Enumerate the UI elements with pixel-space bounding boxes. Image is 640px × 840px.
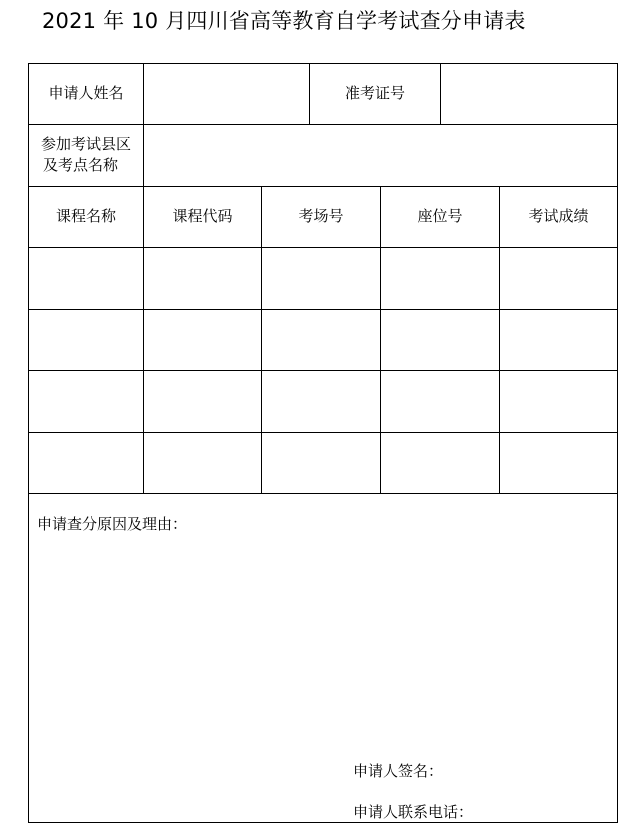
reason-field[interactable] <box>29 538 617 748</box>
table-row-1-course-name[interactable] <box>29 248 143 309</box>
table-row-2-seat-number[interactable] <box>381 310 499 370</box>
column-header-course-name: 课程名称 <box>55 207 116 225</box>
table-row-4-course-name[interactable] <box>29 433 143 493</box>
exam-county-label-line1: 参加考试县区 <box>40 135 131 153</box>
table-row-3-course-name[interactable] <box>29 371 143 432</box>
applicant-name-label: 申请人姓名 <box>48 84 124 102</box>
exam-county-label-line2: 及考点名称 <box>43 156 119 174</box>
row-divider <box>28 493 618 494</box>
table-row-4-exam-score[interactable] <box>500 433 617 493</box>
applicant-signature-label: 申请人签名： <box>353 762 444 780</box>
table-row-3-exam-room[interactable] <box>262 371 380 432</box>
applicant-name-field[interactable] <box>144 64 309 124</box>
table-row-3-course-code[interactable] <box>144 371 261 432</box>
table-row-1-course-code[interactable] <box>144 248 261 309</box>
table-row-3-exam-score[interactable] <box>500 371 617 432</box>
exam-number-field[interactable] <box>441 64 617 124</box>
table-row-2-exam-room[interactable] <box>262 310 380 370</box>
column-header-seat-number: 座位号 <box>417 207 463 225</box>
table-row-2-course-name[interactable] <box>29 310 143 370</box>
table-row-4-exam-room[interactable] <box>262 433 380 493</box>
table-row-2-course-code[interactable] <box>144 310 261 370</box>
row-divider <box>28 186 618 187</box>
exam-county-field[interactable] <box>144 125 617 186</box>
table-row-2-exam-score[interactable] <box>500 310 617 370</box>
column-header-exam-score: 考试成绩 <box>528 207 589 225</box>
table-row-1-seat-number[interactable] <box>381 248 499 309</box>
applicant-phone-label: 申请人联系电话： <box>353 803 474 821</box>
reason-label: 申请查分原因及理由： <box>37 515 188 533</box>
table-row-1-exam-score[interactable] <box>500 248 617 309</box>
table-row-4-seat-number[interactable] <box>381 433 499 493</box>
column-header-exam-room: 考场号 <box>298 207 344 225</box>
table-row-4-course-code[interactable] <box>144 433 261 493</box>
table-row-3-seat-number[interactable] <box>381 371 499 432</box>
form-title: 2021 年 10 月四川省高等教育自学考试查分申请表 <box>42 9 526 33</box>
exam-number-label: 准考证号 <box>344 84 405 102</box>
table-row-1-exam-room[interactable] <box>262 248 380 309</box>
column-header-course-code: 课程代码 <box>172 207 233 225</box>
